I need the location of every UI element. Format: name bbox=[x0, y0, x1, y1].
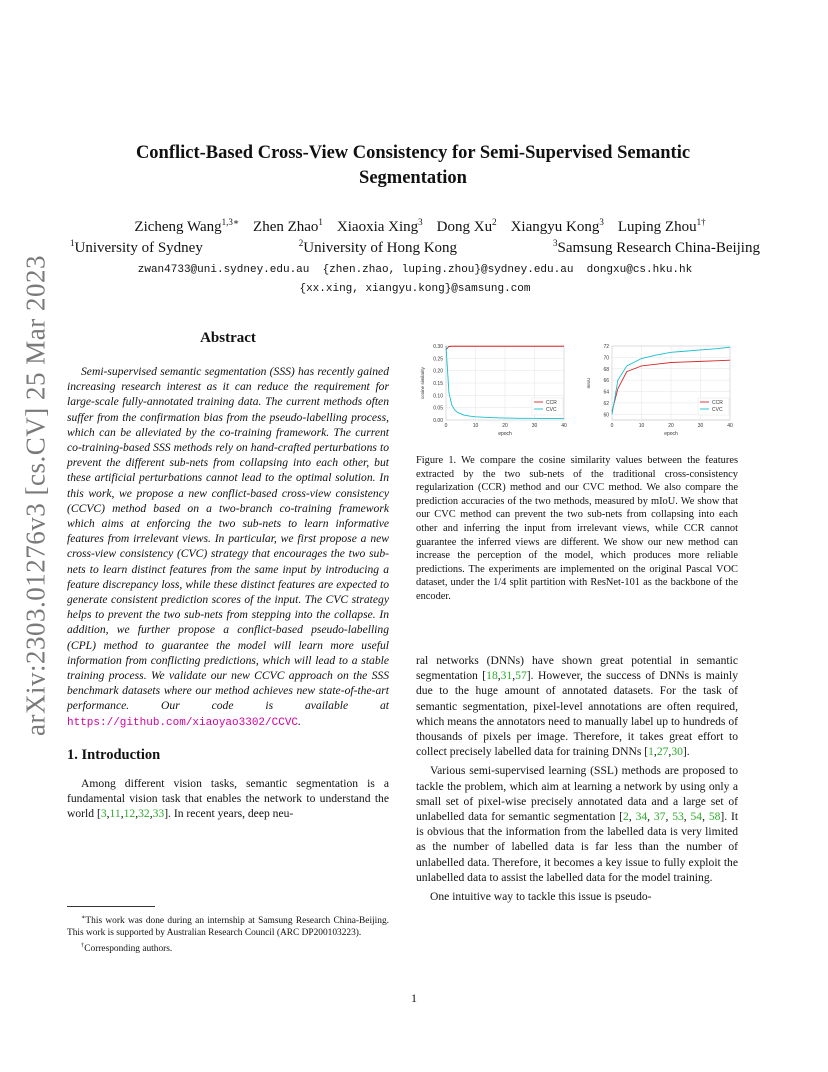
affiliation: $^2$University of Hong Kong bbox=[298, 238, 458, 256]
author: Xiaoxia Xing$^3$ bbox=[336, 217, 423, 235]
citation-link[interactable]: 32 bbox=[138, 807, 150, 821]
citation-link[interactable]: 1 bbox=[648, 745, 654, 759]
abstract-heading: Abstract bbox=[200, 330, 256, 346]
citation-link[interactable]: 31 bbox=[500, 669, 513, 683]
y-axis-label: mIoU bbox=[586, 377, 591, 389]
figure-caption: Figure 1. We compare the cosine similarity values between the features extracted by the two sub-nets of the traditional cross-consistency regularization (CCR) method and our CVC method. We also compare the prediction accuracies of the two methods, measured by mIoU. We show that our CVC method can prevent the two sub-nets from collapsing into each other and inferring the input from irrelevant views, while CCR cannot guarantee the inferred views are different. We show our new method can increase the perception of the model, which produces more reliable predictions. The experiments are implemented on the original Pascal VOC dataset, under the 1/4 split partition with ResNet-101 as the backbone of the encoder. bbox=[416, 455, 738, 602]
section-heading-introduction: 1. Introduction bbox=[67, 746, 161, 763]
body-paragraph: One intuitive way to tackle this issue is pseudo- bbox=[430, 890, 652, 904]
email-line: zwan4733@uni.sydney.edu.au {zhen.zhao, luping.zhou}@sydney.edu.au dongxu@cs.hku.hk bbox=[137, 264, 693, 276]
author: Zicheng Wang$^{1,3∗}$ bbox=[134, 217, 240, 235]
body-paragraph: Various semi-supervised learning (SSL) methods are proposed to tackle the problem, which aim at learning a network by using only a small set of pixel-wise precisely annotated data and a large set of unlabelled data for semantic segmentation [2, 34, 37, 53, 54, 58]. It is obvious that the information from the labelled data is very limited as the number of labelled data is far less than the number of unlabelled data. Therefore, it becomes a key issue to fully exploit the unlabelled data to assist the labelled data for the model training. bbox=[416, 764, 739, 884]
citation-link[interactable]: 37 bbox=[653, 810, 666, 824]
footnote: †Corresponding authors. bbox=[81, 941, 173, 954]
x-tick-label: 0 bbox=[444, 423, 448, 429]
y-tick-label: 64 bbox=[603, 389, 609, 396]
affiliation: $^1$University of Sydney bbox=[70, 238, 203, 256]
miou-chart bbox=[582, 338, 738, 442]
citation-link[interactable]: 54 bbox=[690, 810, 703, 824]
y-tick-label: 0.15 bbox=[433, 381, 443, 387]
author-emails bbox=[70, 261, 760, 299]
y-axis-label: cosine similarity bbox=[420, 367, 425, 399]
email-line: {xx.xing, xiangyu.kong}@samsung.com bbox=[299, 283, 531, 295]
legend-label: CVC bbox=[546, 406, 557, 413]
citation-link[interactable]: 12 bbox=[123, 807, 136, 821]
x-tick-label: 20 bbox=[668, 423, 674, 429]
citation-link[interactable]: 18 bbox=[486, 669, 498, 683]
y-tick-label: 60 bbox=[603, 412, 609, 419]
author: Xiangyu Kong$^3$ bbox=[510, 217, 604, 235]
x-tick-label: 40 bbox=[561, 423, 567, 429]
body-paragraph: ral networks (DNNs) have shown great potential in semantic segmentation [18,31,57]. However, the success of DNNs is mainly due to the huge amount of annotated datasets. For the task of semantic segmentation, pixel-level annotations are often required, which means the annotators need to manually label up to hundreds of thousands of pixels per image. Therefore, it takes great effort to collect precisely labelled data for training DNNs [1,27,30]. bbox=[416, 654, 738, 759]
x-axis-label: epoch bbox=[664, 431, 678, 437]
author-list bbox=[60, 217, 780, 236]
y-tick-label: 0.20 bbox=[433, 368, 443, 375]
author: Dong Xu$^2$ bbox=[436, 217, 497, 235]
arxiv-stamp: arXiv:2303.01276v3 [cs.CV] 25 Mar 2023 bbox=[20, 255, 51, 737]
citation-link[interactable]: 2 bbox=[623, 810, 629, 824]
footnotes bbox=[67, 906, 389, 956]
page-number: 1 bbox=[411, 991, 417, 1005]
cosine-similarity-chart bbox=[416, 338, 572, 442]
x-tick-label: 40 bbox=[727, 423, 733, 429]
legend-label: CCR bbox=[712, 399, 723, 406]
y-tick-label: 62 bbox=[603, 400, 609, 407]
y-tick-label: 0.00 bbox=[433, 418, 443, 424]
y-tick-label: 68 bbox=[603, 366, 609, 373]
author: Zhen Zhao$^1$ bbox=[253, 217, 323, 235]
paper-title: Conflict-Based Cross-View Consistency for Semi-Supervised Semantic Segmentation bbox=[135, 143, 691, 188]
figure-1 bbox=[416, 338, 738, 442]
author: Luping Zhou$^{1\dagger}$ bbox=[617, 217, 706, 235]
citation-link[interactable]: 34 bbox=[635, 810, 648, 824]
x-tick-label: 10 bbox=[472, 423, 479, 429]
y-tick-label: 66 bbox=[603, 378, 609, 385]
citation-link[interactable]: 57 bbox=[515, 669, 527, 683]
affiliation: $^3$Samsung Research China-Beijing bbox=[553, 238, 760, 256]
right-column-body bbox=[416, 653, 738, 904]
x-tick-label: 0 bbox=[610, 423, 614, 429]
y-tick-label: 0.25 bbox=[433, 356, 443, 363]
abstract-text: Semi-supervised semantic segmentation (SSS) has recently gained increasing research interest as it can reduce the requirement for large-scale fully-annotated training data. The current methods often suffer from the confirmation bias from the pseudo-labelling process, which can be alleviated by the co-training framework. The current co-training-based SSS methods rely on hand-crafted perturbations to prevent the different sub-nets from collapsing into each other, but these artificial perturbations cannot lead to the optimal solution. In this work, we propose a new conflict-based cross-view consistency (CCVC) method based on a two-branch co-training framework which aims at enforcing the two sub-nets to learn informative features from irrelevant views. In particular, we first propose a new cross-view consistency (CVC) strategy that encourages the two sub-nets to learn distinct features from the same input by introducing a feature discrepancy loss, while these distinct features are expected to generate consistent prediction scores of the input. The CVC strategy helps to prevent the two sub-nets from stepping into the collapse. In addition, we further propose a conflict-based pseudo-labelling (CPL) method to guarantee the model will learn more useful information from conflicting predictions, which will lead to a stable training process. We validate our new CCVC approach on the SSS benchmark datasets where our method achieves new state-of-the-art performance. Our code is available at https://github.com/xiaoyao3302/CCVC. bbox=[67, 365, 389, 729]
y-tick-label: 0.05 bbox=[433, 405, 443, 412]
y-tick-label: 70 bbox=[603, 355, 609, 362]
x-tick-label: 30 bbox=[697, 423, 704, 429]
y-tick-label: 72 bbox=[603, 344, 609, 350]
citation-link[interactable]: 27 bbox=[656, 745, 669, 759]
citation-link[interactable]: 53 bbox=[672, 810, 684, 824]
right-column bbox=[416, 338, 738, 604]
y-tick-label: 0.30 bbox=[433, 344, 443, 350]
x-tick-label: 10 bbox=[638, 423, 645, 429]
x-tick-label: 30 bbox=[531, 423, 538, 429]
code-link[interactable]: https://github.com/xiaoyao3302/CCVC bbox=[67, 716, 299, 729]
citation-link[interactable]: 58 bbox=[708, 810, 721, 824]
y-tick-label: 0.10 bbox=[433, 393, 443, 400]
legend-label: CCR bbox=[546, 399, 557, 406]
x-tick-label: 20 bbox=[502, 423, 508, 429]
footnote: ∗This work was done during an internship at Samsung Research China-Beijing. This work is supported by Australian Research Council (ARC DP200103223). bbox=[67, 914, 389, 938]
left-column bbox=[67, 330, 389, 821]
citation-link[interactable]: 30 bbox=[671, 745, 683, 759]
citation-link[interactable]: 3 bbox=[100, 807, 107, 821]
legend-label: CVC bbox=[712, 406, 723, 413]
affiliation-list bbox=[70, 238, 760, 257]
footnote-rule bbox=[67, 906, 155, 907]
citation-link[interactable]: 11 bbox=[109, 807, 121, 821]
x-axis-label: epoch bbox=[498, 431, 512, 437]
intro-paragraph: Among different vision tasks, semantic segmentation is a fundamental vision task that enables the network to understand the world [3,11,12,32,33]. In recent years, deep neu- bbox=[67, 776, 389, 821]
citation-link[interactable]: 33 bbox=[152, 807, 165, 821]
